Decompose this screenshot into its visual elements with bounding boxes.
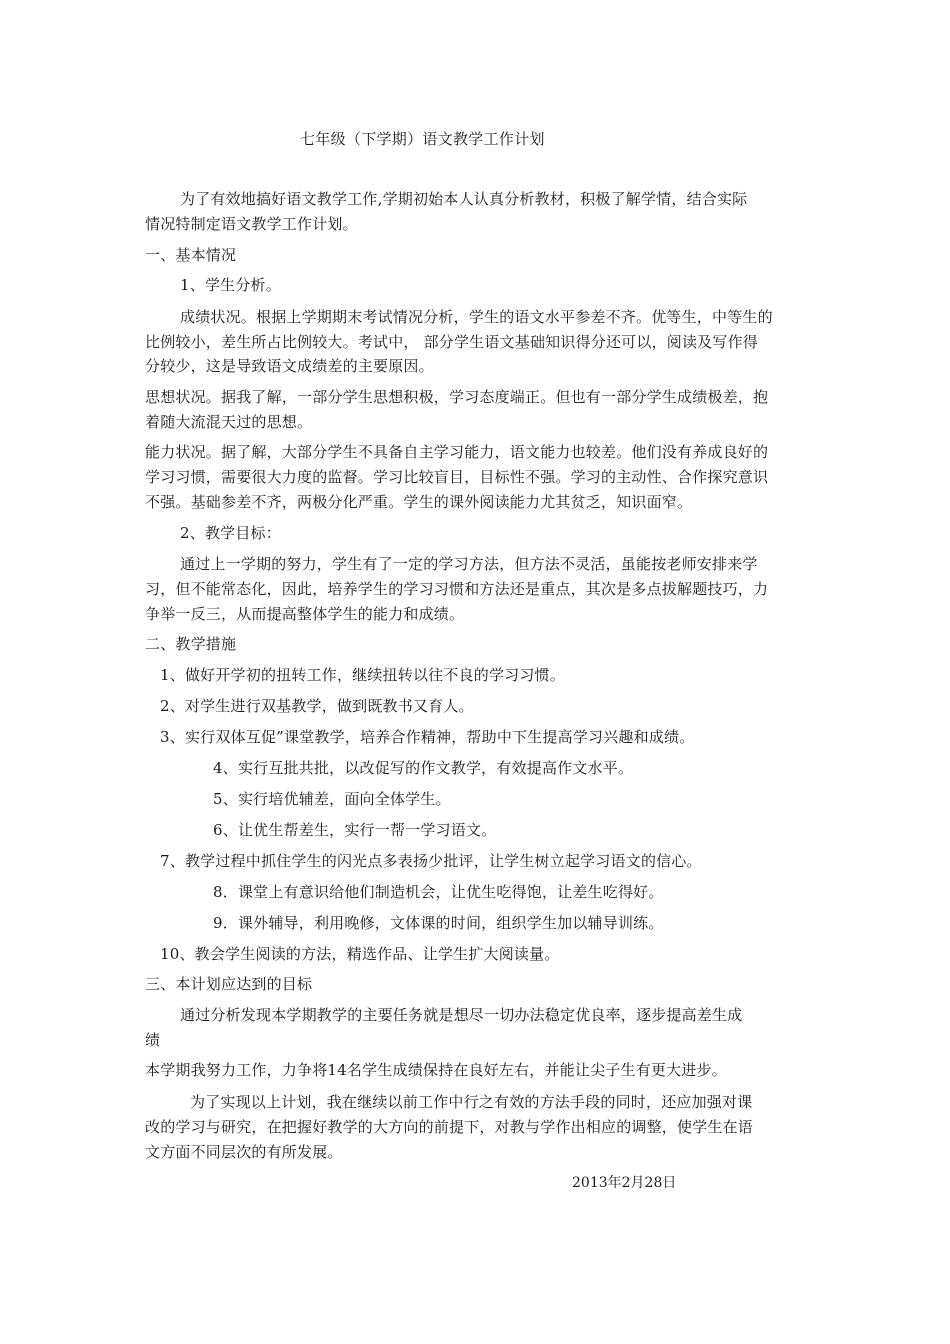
paragraph-line: 能力状况。据了解，大部分学生不具备自主学习能力，语文能力也较差。他们没有养成良好的 xyxy=(145,443,769,461)
paragraph-line: 争举一反三，从而提高整体学生的能力和成绩。 xyxy=(145,605,465,623)
list-item: 8．课堂上有意识给他们制造机会，让优生吃得饱，让差生吃得好。 xyxy=(213,883,664,901)
paragraph-line: 习，但不能常态化，因此，培养学生的学习习惯和方法还是重点，其次是多点拔解题技巧，力 xyxy=(145,580,769,598)
list-item: 1、做好开学初的扭转工作，继续扭转以往不良的学习习惯。 xyxy=(160,666,565,684)
list-item: 5、实行培优辅差，面向全体学生。 xyxy=(213,790,451,808)
list-item: 7、教学过程中抓住学生的闪光点多表扬少批评，让学生树立起学习语文的信心。 xyxy=(160,852,702,870)
list-item: 9．课外辅导，利用晚修，文体课的时间，组织学生加以辅导训练。 xyxy=(213,914,664,932)
section-heading: 三、本计划应达到的目标 xyxy=(145,975,313,993)
section-heading: 二、教学措施 xyxy=(145,635,237,653)
paragraph-line: 思想状况。据我了解，一部分学生思想积极，学习态度端正。但也有一部分学生成绩极差，抱 xyxy=(145,388,769,406)
document-date: 2013年2月28日 xyxy=(572,1175,677,1191)
list-item: 6、让优生帮差生，实行一帮一学习语文。 xyxy=(213,821,497,839)
subsection-heading: 1、学生分析。 xyxy=(180,276,281,294)
paragraph-line: 为了实现以上计划，我在继续以前工作中行之有效的方法手段的同时，还应加强对课 xyxy=(190,1093,753,1111)
paragraph-line: 本学期我努力工作，力争将14名学生成绩保持在良好左右，并能让尖子生有更大进步。 xyxy=(145,1061,727,1079)
paragraph-line: 情况特制定语文教学工作计划。 xyxy=(145,215,358,233)
paragraph-line: 改的学习与研究，在把握好教学的大方向的前提下，对教与学作出相应的调整，使学生在语 xyxy=(145,1118,754,1136)
paragraph-line: 绩 xyxy=(145,1031,161,1049)
list-item: 2、对学生进行双基教学，做到既教书又育人。 xyxy=(160,697,474,715)
paragraph-line: 文方面不同层次的有所发展。 xyxy=(145,1143,343,1161)
paragraph-line: 通过上一学期的努力，学生有了一定的学习方法，但方法不灵活，虽能按老师安排来学 xyxy=(180,555,758,573)
paragraph-line: 成绩状况。根据上学期期末考试情况分析，学生的语文水平参差不齐。优等生，中等生的 xyxy=(180,308,773,326)
paragraph-line: 通过分析发现本学期教学的主要任务就是想尽一切办法稳定优良率，逐步提高差生成 xyxy=(180,1006,743,1024)
paragraph-line: 着随大流混天过的思想。 xyxy=(145,413,313,431)
paragraph-line: 比例较小，差生所占比例较大。考试中， 部分学生语文基础知识得分还可以，阅读及写作得 xyxy=(145,333,758,351)
paragraph-line: 为了有效地搞好语文教学工作,学期初始本人认真分析教材，积极了解学情，结合实际 xyxy=(180,190,748,208)
paragraph-line: 分较少，这是导致语文成绩差的主要原因。 xyxy=(145,357,434,375)
list-item: 3、实行双体互促”课堂教学，培养合作精神，帮助中下生提高学习兴趣和成绩。 xyxy=(160,728,695,746)
paragraph-line: 不强。基础参差不齐，两极分化严重。学生的课外阅读能力尤其贫乏，知识面窄。 xyxy=(145,493,693,511)
list-item: 10、教会学生阅读的方法，精选作品、让学生扩大阅读量。 xyxy=(160,945,560,963)
document-title: 七年级（下学期）语文教学工作计划 xyxy=(300,130,545,148)
subsection-heading: 2、教学目标： xyxy=(180,524,281,542)
paragraph-line: 学习习惯，需要很大力度的监督。学习比较盲目，目标性不强。学习的主动性、合作探究意识 xyxy=(145,468,769,486)
section-heading: 一、基本情况 xyxy=(145,246,237,264)
list-item: 4、实行互批共批，以改促写的作文教学，有效提高作文水平。 xyxy=(213,759,634,777)
